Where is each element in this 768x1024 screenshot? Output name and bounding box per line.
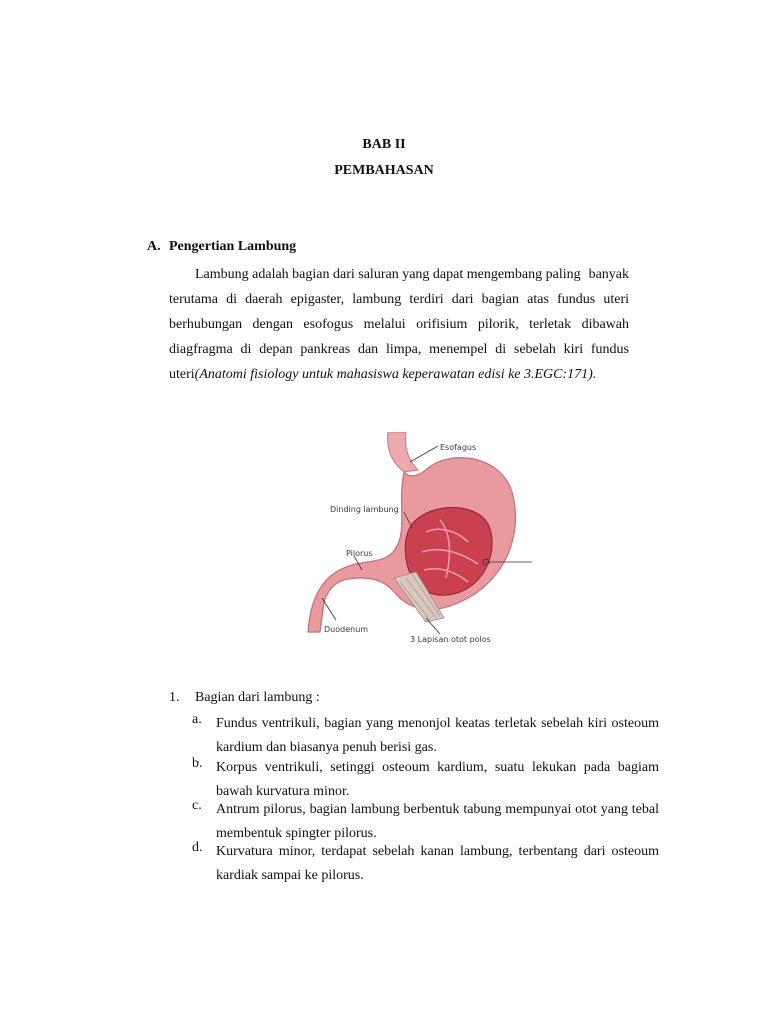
section-heading bbox=[147, 239, 296, 255]
label-pilorus: Pilorus bbox=[346, 549, 373, 558]
list-heading bbox=[169, 690, 320, 706]
stomach-illustration bbox=[300, 432, 540, 644]
paragraph-line: Lambung adalah bagian dari saluran yang dapat mengembang paling bbox=[195, 267, 581, 282]
list-item-letter: d. bbox=[192, 840, 203, 855]
label-duodenum: Duodenum bbox=[324, 625, 369, 634]
duodenum-leader bbox=[322, 598, 336, 620]
paragraph-line: uteri bbox=[169, 367, 195, 382]
chapter-title: PEMBAHASAN bbox=[334, 163, 434, 178]
esophagus-shape bbox=[388, 432, 418, 472]
list-item bbox=[192, 756, 659, 804]
list-item-text: Korpus ventrikuli, setinggi osteoum kardium, suatu lekukan pada bagiam bawah kurvatura minor. bbox=[216, 760, 659, 799]
chapter-number: BAB II bbox=[362, 137, 406, 152]
list-item-letter: c. bbox=[192, 798, 202, 813]
list-item-text: Antrum pilorus, bagian lambung berbentuk tabung mempunyai otot yang tebal membentuk spingter pilorus. bbox=[216, 802, 659, 841]
list-number: 1. bbox=[169, 690, 180, 705]
list-title: Bagian dari lambung : bbox=[195, 690, 320, 705]
list-item bbox=[192, 712, 659, 760]
paragraph-line: uteri berhubungan dengan esofogus melalui orifisium pilorik, terletak dibawah bbox=[169, 292, 630, 332]
list-item-letter: b. bbox=[192, 756, 203, 771]
list-item-text: Kurvatura minor, terdapat sebelah kanan lambung, terbentang dari osteoum kardiak sampai ke pilorus. bbox=[216, 844, 659, 883]
list-item bbox=[192, 798, 659, 846]
label-dinding-lambung: Dinding lambung bbox=[330, 505, 399, 514]
paragraph-line: banyak terutama di daerah epigaster, lambung terdiri dari bagian atas fundus bbox=[169, 267, 629, 307]
paragraph-line: diagfragma di depan pankreas dan limpa, menempel di sebelah kiri fundus bbox=[169, 342, 629, 357]
label-lapisan-otot: 3 Lapisan otot polos bbox=[410, 635, 491, 644]
stomach-figure bbox=[300, 432, 540, 644]
section-title: Pengertian Lambung bbox=[169, 239, 297, 254]
citation: (Anatomi fisiology untuk mahasiswa keperawatan edisi ke 3.EGC:171). bbox=[194, 367, 597, 382]
esofagus-leader bbox=[410, 446, 438, 462]
list-item-letter: a. bbox=[192, 712, 202, 727]
label-esofagus: Esofagus bbox=[440, 443, 477, 452]
section-letter: A. bbox=[147, 239, 161, 254]
list-item-text: Fundus ventrikuli, bagian yang menonjol keatas terletak sebelah kiri osteoum kardium dan biasanya penuh berisi gas. bbox=[216, 716, 659, 755]
list-item bbox=[192, 840, 659, 888]
definition-paragraph bbox=[169, 262, 629, 387]
